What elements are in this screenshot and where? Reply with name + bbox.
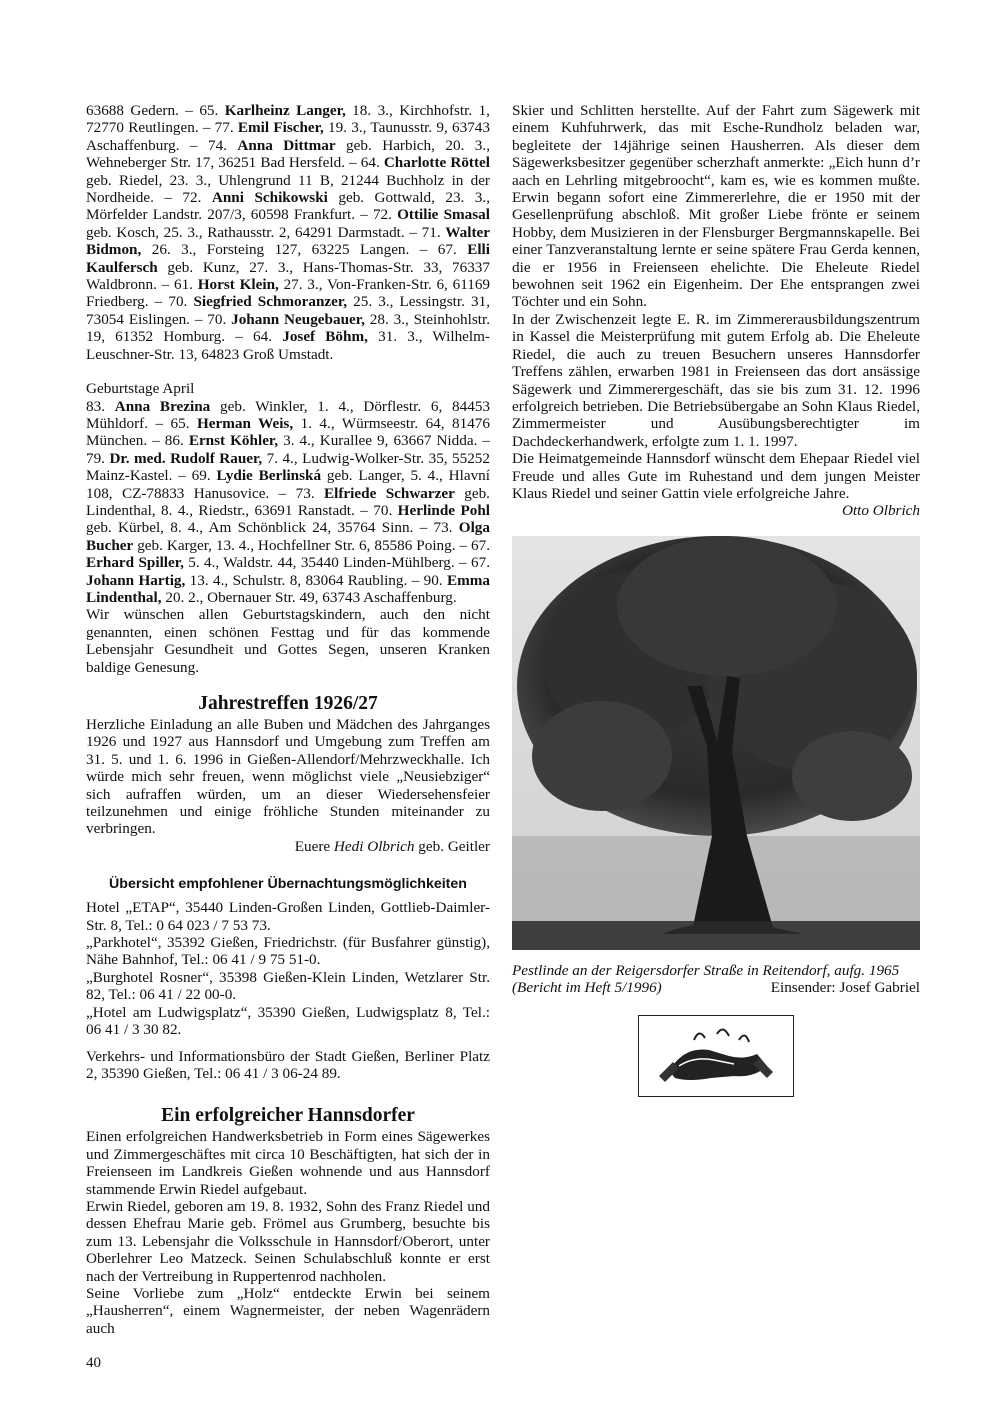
verkehrsbuero: Verkehrs- und Informationsbüro der Stadt Gießen, Berliner Platz 2, 35390 Gießen, Tel.: 06 41 / 3 06-24 89.: [86, 1047, 490, 1082]
caption-line-2: (Bericht im Heft 5/1996): [512, 979, 662, 997]
caption-sender: Einsender: Josef Gabriel: [770, 979, 920, 997]
hotel-item: „Parkhotel“, 35392 Gießen, Friedrichstr. (für Busfahrer günstig), Nähe Bahnhof, Tel.: 06 41 / 9 75 51-0.: [86, 934, 490, 969]
article-author: Otto Olbrich: [841, 502, 920, 520]
hotel-item: „Burghotel Rosner“, 35398 Gießen-Klein Linden, Wetzlarer Str. 82, Tel.: 06 41 / 22 00-0.: [86, 968, 490, 1004]
jahrestreffen-title: Jahrestreffen 1926/27: [198, 693, 378, 714]
uebersicht-title: Übersicht empfohlener Übernachtungsmöglichkeiten: [109, 876, 467, 893]
caption-line-1: Pestlinde an der Reigersdorfer Straße in Reitendorf, aufg. 1965: [512, 961, 900, 979]
page-number: 40: [86, 1355, 101, 1371]
tree-icon: [512, 536, 920, 950]
birthdays-march: 63688 Gedern. – 65. Karlheinz Langer, 18. 3., Kirchhofstr. 1, 72770 Reutlingen. – 77. Emil Fischer, 19. 3., Taunusstr. 9, 63743 Aschaffenburg. – 74. Anna Dittmar geb. Harbich, 20. 3., Wehneberger Str. 17, 36251 Bad Hersfeld. – 64. Charlotte Röttel geb. Riedel, 23. 3., Uhlengrund 11 B, 21244 Buchholz in der Nordheide. – 72. Anni Schikowski geb. Gottwald, 23. 3., Mörfelder Landstr. 207/3, 60598 Frankfurt. – 72. Ottilie Smasal geb. Kosch, 25. 3., Rathausstr. 2, 64291 Darmstadt. – 71. Walter Bidmon, 26. 3., Forsteing 127, 63225 Langen. – 67. Elli Kaulfersch geb. Kunz, 27. 3., Hans-Thomas-Str. 33, 76337 Waldbronn. – 61. Horst Klein, 27. 3., Von-Franken-Str. 6, 61169 Friedberg. – 70. Siegfried Schmoranzer, 25. 3., Lessingstr. 31, 73054 Eislingen. – 70. Johann Neugebauer, 28. 3., Steinhohlstr. 19, 61352 Homburg. – 64. Josef Böhm, 31. 3., Wilhelm-Leuschner-Str. 13, 64823 Groß Umstadt.: [86, 102, 491, 363]
handshake-icon: [639, 1016, 793, 1096]
hotel-item: Hotel „ETAP“, 35440 Linden-Großen Linden, Gottlieb-Daimler-Str. 8, Tel.: 0 64 023 / 7 53 73.: [86, 899, 490, 934]
erfolg-paragraph-4: Skier und Schlitten herstellte. Auf der Fahrt zum Sägewerk mit einem Kuhfuhrwerk, das mit Esche-Rundholz beladen war, begleitete der 14jährige seinen Hausherren. Als dieser dem Sägewerksbesitzer gegenüber scherzhaft anmerkte: „Eich hunn d’r aach en Lehrling mitgebroocht“, kam es, wie es kommen mußte. Erwin begann sofort eine Zimmererlehre, die er 1950 mit der Gesellenprüfung abschloß. Mit großer Liebe frönte er seinem Hobby, dem Musizieren in der Flensburger Bergmannskapelle. Bei einer Tanzveranstaltung lernte er seine spätere Frau Gerda kennen, die er 1956 in Freienseen ehelichte. Die Eheleute Riedel bewohnen seit 1962 ein Eigenheim. Der Ehe entsprangen zwei Töchter und ein Sohn.: [512, 102, 920, 311]
jahrestreffen-signature: Euere Hedi Olbrich geb. Geitler: [294, 837, 490, 855]
birthdays-april: 83. Anna Brezina geb. Winkler, 1. 4., Dörflestr. 6, 84453 Mühldorf. – 65. Herman Weis, 1. 4., Würmseestr. 64, 81476 München. – 86. Ernst Köhler, 3. 4., Kurallee 9, 63667 Nidda. – 79. Dr. med. Rudolf Rauer, 7. 4., Ludwig-Wolker-Str. 35, 55252 Mainz-Kastel. – 69. Lydie Berlinská geb. Langer, 5. 4., Hlavní 108, CZ-78833 Hanusovice. – 73. Elfriede Schwarzer geb. Lindenthal, 8. 4., Riedstr., 63691 Ranstadt. – 70. Herlinde Pohl geb. Kürbel, 8. 4., Am Schönblick 24, 35764 Sinn. – 73. Olga Bucher geb. Karger, 13. 4., Hochfellner Str. 6, 85586 Poing. – 67. Erhard Spiller, 5. 4., Waldstr. 44, 35440 Linden-Mühlberg. – 67. Johann Hartig, 13. 4., Schulstr. 8, 83064 Raubling. – 90. Emma Lindenthal, 20. 2., Obernauer Str. 49, 63743 Aschaffenburg.: [86, 397, 491, 606]
birthday-wishes: Wir wünschen allen Geburtstagskindern, auch den nicht genannten, einen schönen Festtag und für das kommende Lebensjahr Gesundheit und Gottes Segen, unseren Kranken baldige Genesung.: [86, 606, 490, 676]
erfolg-paragraph-1: Einen erfolgreichen Handwerksbetrieb in Form eines Sägewerkes und Zimmergeschäftes mit circa 10 Beschäftigten, hat sich der in Freienseen im Landkreis Gießen wohnende und aus Hannsdorf stammende Erwin Riedel aufgebaut.: [86, 1128, 490, 1198]
april-heading: Geburtstage April: [86, 380, 195, 398]
erfolg-paragraph-3: Seine Vorliebe zum „Holz“ entdeckte Erwin bei seinem „Hausherren“, einem Wagnermeister, der neben Wagenrädern auch: [86, 1284, 490, 1337]
left-column: [86, 102, 490, 1337]
erfolg-paragraph-5: In der Zwischenzeit legte E. R. im Zimmererausbildungszentrum in Kassel die Meisterprüfung mit gutem Erfolg ab. Die Eheleute Riedel, die auch zu treuen Besuchern unseres Hannsdorfer Treffens zählen, erwarben 1981 in Freienseen das dort ansässige Sägewerk und Zimmerergeschäft, das sie bis zum 31. 12. 1996 erfolgreich betrieben. Die Betriebsübergabe an Sohn Klaus Riedel, Zimmermeister und Ausübungsberechtigter im Dachdeckerhandwerk, erfolgte zum 1. 1. 1997.: [512, 310, 920, 450]
hotel-item: „Hotel am Ludwigsplatz“, 35390 Gießen, Ludwigsplatz 8, Tel.: 06 41 / 3 30 82.: [86, 1003, 490, 1039]
photo-caption: [512, 962, 920, 997]
linden-tree-photo: [512, 536, 920, 950]
jahrestreffen-body: Herzliche Einladung an alle Buben und Mädchen des Jahrganges 1926 und 1927 aus Hannsdorf und Umgebung zum Treffen am 31. 5. und 1. 6. 1996 in Gießen-Allendorf/Mehrzweckhalle. Ich würde mich sehr freuen, wenn möglichst viele „Neusiebziger“ sich aufraffen würden, um an dieser Wiedersehensfeier teilzunehmen und einige fröhliche Stunden miteinander zu verbringen.: [86, 716, 490, 838]
erfolg-paragraph-6: Die Heimatgemeinde Hannsdorf wünscht dem Ehepaar Riedel viel Freude und alles Gute im Ruhestand und dem jungen Meister Klaus Riedel und seiner Gattin viele erfolgreiche Jahre.: [512, 450, 920, 502]
handshake-emblem: [638, 1015, 794, 1097]
erfolg-paragraph-2: Erwin Riedel, geboren am 19. 8. 1932, Sohn des Franz Riedel und dessen Ehefrau Marie geb. Frömel aus Grumberg, besuchte bis zum 13. Lebensjahr die Volksschule in Hannsdorf/Oberort, unter Oberlehrer Leo Matzeck. Seinen Schulabschluß konnte er erst nach der Vertreibung in Ruppertenrod nachholen.: [86, 1197, 490, 1285]
right-column: [512, 102, 920, 1097]
erfolg-title: Ein erfolgreicher Hannsdorfer: [161, 1105, 415, 1127]
